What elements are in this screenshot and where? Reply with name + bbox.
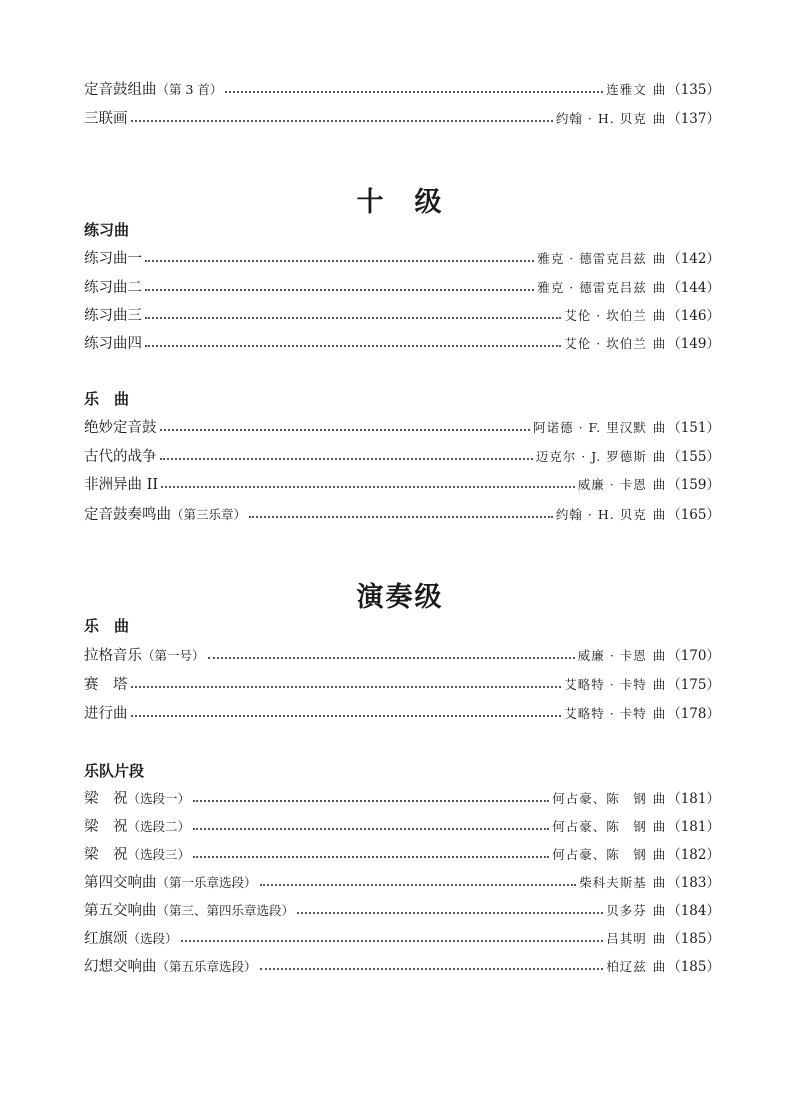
- dot-leader: [145, 317, 561, 319]
- dot-leader: [160, 429, 531, 431]
- entry-qu-label: 曲: [652, 706, 666, 721]
- orchestral-excerpts-heading: 乐队片段: [84, 762, 145, 780]
- entry-page-number: （170）: [667, 648, 720, 664]
- entry-page-number: （151）: [667, 420, 720, 436]
- entry-qu-label: 曲: [652, 819, 666, 834]
- entry-title: 非洲异曲 II: [84, 477, 159, 493]
- dot-leader: [193, 856, 549, 858]
- toc-entry: [84, 872, 720, 894]
- entry-subtitle: （第一号）: [142, 648, 205, 663]
- entry-title: 拉格音乐: [84, 648, 142, 664]
- toc-entry: [84, 474, 720, 496]
- entry-subtitle: （选段一）: [127, 791, 191, 806]
- entry-qu-label: 曲: [652, 677, 666, 692]
- entry-qu-label: 曲: [652, 847, 666, 862]
- toc-entry: [84, 956, 720, 978]
- etudes-heading: 练习曲: [84, 221, 130, 239]
- toc-entry: [84, 504, 720, 526]
- dot-leader: [193, 828, 549, 830]
- dot-leader: [249, 516, 553, 518]
- toc-entry: [84, 645, 720, 667]
- entry-title: 梁 祝: [84, 819, 128, 835]
- entry-title: 练习曲四: [84, 336, 142, 352]
- entry-subtitle: （第一乐章选段）: [156, 875, 257, 890]
- entry-qu-label: 曲: [652, 280, 666, 295]
- toc-entry: [84, 788, 720, 810]
- entry-composer: 艾略特 · 卡特: [564, 677, 647, 692]
- toc-entry: [84, 446, 720, 468]
- entry-subtitle: （选段）: [127, 931, 178, 946]
- entry-composer: 约翰 · H. 贝克: [555, 111, 647, 126]
- performance-grade-heading: 演奏级: [356, 582, 444, 613]
- entry-title: 红旗颂: [84, 931, 128, 947]
- entry-composer: 艾伦 · 坎伯兰: [564, 308, 647, 323]
- entry-qu-label: 曲: [652, 875, 666, 890]
- entry-composer: 威廉 · 卡恩: [577, 477, 647, 492]
- dot-leader: [145, 345, 561, 347]
- entry-title: 定音鼓组曲: [84, 82, 157, 98]
- entry-page-number: （181）: [667, 791, 720, 807]
- entry-subtitle: （第五乐章选段）: [156, 959, 257, 974]
- dot-leader: [145, 260, 534, 262]
- entry-page-number: （135）: [667, 82, 720, 98]
- entry-title: 绝妙定音鼓: [84, 420, 157, 436]
- entry-subtitle: （选段三）: [127, 847, 191, 862]
- entry-page-number: （185）: [667, 959, 720, 975]
- entry-qu-label: 曲: [652, 648, 666, 663]
- entry-qu-label: 曲: [652, 308, 666, 323]
- entry-page-number: （142）: [667, 251, 720, 267]
- dot-leader: [160, 458, 533, 460]
- toc-entry: [84, 900, 720, 922]
- entry-page-number: （185）: [667, 931, 720, 947]
- entry-title: 进行曲: [84, 706, 128, 722]
- entry-subtitle: （第 3 首）: [156, 82, 223, 97]
- entry-title: 练习曲一: [84, 251, 142, 267]
- entry-page-number: （178）: [667, 706, 720, 722]
- entry-qu-label: 曲: [652, 111, 666, 126]
- entry-composer: 艾伦 · 坎伯兰: [564, 336, 647, 351]
- entry-qu-label: 曲: [652, 449, 666, 464]
- dot-leader: [145, 289, 534, 291]
- entry-page-number: （184）: [667, 903, 720, 919]
- entry-composer: 何占豪、陈 钢: [552, 791, 647, 806]
- entry-composer: 何占豪、陈 钢: [552, 819, 647, 834]
- entry-page-number: （159）: [667, 477, 720, 493]
- entry-composer: 柴科夫斯基: [579, 875, 647, 890]
- toc-entry: [84, 333, 720, 355]
- entry-composer: 约翰 · H. 贝克: [555, 507, 647, 522]
- entry-composer: 雅克 · 德雷克吕兹: [537, 280, 647, 295]
- dot-leader: [260, 884, 577, 886]
- entry-page-number: （181）: [667, 819, 720, 835]
- entry-subtitle: （第三、第四乐章选段）: [156, 903, 295, 918]
- entry-qu-label: 曲: [652, 959, 666, 974]
- toc-entry: [84, 703, 720, 725]
- entry-page-number: （137）: [667, 111, 720, 127]
- entry-qu-label: 曲: [652, 251, 666, 266]
- toc-entry: [84, 305, 720, 327]
- entry-qu-label: 曲: [652, 82, 666, 97]
- pieces-heading: 乐 曲: [84, 390, 130, 408]
- pieces-heading: 乐 曲: [84, 617, 130, 635]
- entry-page-number: （149）: [667, 336, 720, 352]
- grade-10-heading: 十 级: [356, 187, 444, 218]
- toc-entry: [84, 928, 720, 950]
- entry-composer: 柏辽兹: [606, 959, 647, 974]
- toc-entry: [84, 79, 720, 101]
- entry-title: 赛 塔: [84, 677, 128, 693]
- entry-page-number: （175）: [667, 677, 720, 693]
- entry-title: 古代的战争: [84, 449, 157, 465]
- dot-leader: [225, 91, 603, 93]
- entry-page-number: （182）: [667, 847, 720, 863]
- entry-page-number: （144）: [667, 280, 720, 296]
- entry-page-number: （155）: [667, 449, 720, 465]
- entry-qu-label: 曲: [652, 903, 666, 918]
- toc-entry: [84, 417, 720, 439]
- entry-title: 梁 祝: [84, 847, 128, 863]
- entry-subtitle: （选段二）: [127, 819, 191, 834]
- dot-leader: [131, 715, 562, 717]
- dot-leader: [161, 486, 575, 488]
- entry-title: 三联画: [84, 111, 128, 127]
- entry-qu-label: 曲: [652, 420, 666, 435]
- entry-composer: 艾略特 · 卡特: [564, 706, 647, 721]
- dot-leader: [181, 940, 604, 942]
- dot-leader: [297, 912, 603, 914]
- entry-qu-label: 曲: [652, 791, 666, 806]
- dot-leader: [131, 120, 553, 122]
- entry-composer: 连雅文: [606, 82, 647, 97]
- entry-subtitle: （第三乐章）: [171, 507, 247, 522]
- entry-page-number: （165）: [667, 507, 720, 523]
- entry-qu-label: 曲: [652, 336, 666, 351]
- entry-composer: 阿诺德 · F. 里汉默: [533, 420, 647, 435]
- entry-title: 第五交响曲: [84, 903, 157, 919]
- entry-title: 梁 祝: [84, 791, 128, 807]
- toc-entry: [84, 674, 720, 696]
- entry-qu-label: 曲: [652, 477, 666, 492]
- toc-entry: [84, 844, 720, 866]
- toc-entry: [84, 816, 720, 838]
- entry-page-number: （146）: [667, 308, 720, 324]
- entry-title: 练习曲二: [84, 280, 142, 296]
- toc-entry: [84, 108, 720, 130]
- entry-qu-label: 曲: [652, 931, 666, 946]
- entry-composer: 迈克尔 · J. 罗德斯: [535, 449, 647, 464]
- entry-composer: 雅克 · 德雷克吕兹: [537, 251, 647, 266]
- entry-title: 练习曲三: [84, 308, 142, 324]
- entry-composer: 贝多芬: [606, 903, 647, 918]
- entry-title: 幻想交响曲: [84, 959, 157, 975]
- toc-entry: [84, 277, 720, 299]
- dot-leader: [131, 686, 562, 688]
- dot-leader: [193, 800, 549, 802]
- entry-qu-label: 曲: [652, 507, 666, 522]
- entry-composer: 何占豪、陈 钢: [552, 847, 647, 862]
- dot-leader: [208, 657, 575, 659]
- toc-entry: [84, 248, 720, 270]
- entry-composer: 威廉 · 卡恩: [577, 648, 647, 663]
- dot-leader: [260, 968, 604, 970]
- entry-page-number: （183）: [667, 875, 720, 891]
- entry-composer: 吕其明: [606, 931, 647, 946]
- entry-title: 第四交响曲: [84, 875, 157, 891]
- entry-title: 定音鼓奏鸣曲: [84, 507, 171, 523]
